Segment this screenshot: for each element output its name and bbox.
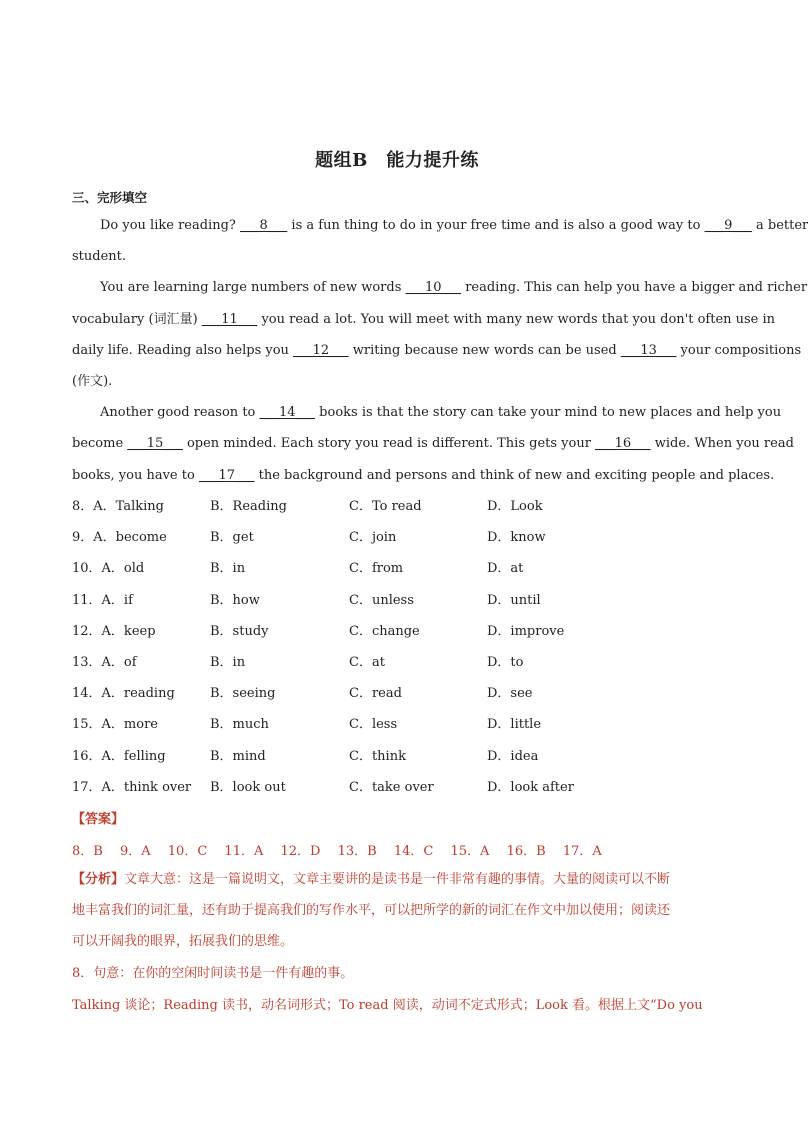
page-title: 题组B 能力提升练 (315, 150, 479, 171)
analysis-line: 地丰富我们的词汇量，还有助于提高我们的写作水平，可以把所学的新的词汇在作文中加以使用；阅读还 (72, 903, 671, 919)
answer-item: 10．C (167, 844, 208, 859)
blank-16: ___16___ (595, 436, 651, 452)
question-row: 14．A．reading B．seeing C．read D．see (72, 686, 533, 702)
answer-heading: 【答案】 (72, 812, 125, 827)
answer-item: 11．A (224, 844, 264, 859)
blank-15: ___15___ (127, 436, 183, 452)
answer-item: 13．B (337, 844, 377, 859)
blank-13: ___13___ (620, 342, 677, 358)
blank-10: ___10___ (405, 280, 462, 296)
answer-item: 17．A (562, 844, 602, 859)
blank-8: ___8___ (240, 218, 288, 233)
answer-item: 12．D (280, 844, 321, 859)
question-options (72, 495, 722, 807)
cloze-passage (72, 214, 808, 495)
passage-line: books, you have to ___17___ the background and persons and think of new and exciting people and places. (72, 467, 775, 483)
analysis-line: 可以开阔我的眼界，拓展我们的思维。 (72, 934, 294, 950)
blank-17: ___17___ (198, 467, 255, 483)
question-row: 13．A．of B．in C．at D．to (72, 654, 524, 670)
answer-item: 14．C (393, 844, 434, 859)
passage-line: (作文). (72, 373, 113, 389)
passage-line: Another good reason to ___14___ books is that the story can take your mind to new places and help you (100, 405, 782, 421)
question-row: 9．A．become B．get C．join D．know (72, 530, 546, 546)
passage-line: daily life. Reading also helps you ___12___ writing because new words can be used ___13___ your compositions (72, 342, 802, 358)
question-row: 12．A．keep B．study C．change D．improve (72, 623, 565, 639)
analysis-line: 【分析】文章大意：这是一篇说明文，文章主要讲的是读书是一件非常有趣的事情。大量的阅读可以不断 (72, 872, 671, 887)
blank-9: ___9___ (704, 218, 752, 233)
question-8-meaning: 8．句意：在你的空闲时间读书是一件有趣的事。 (72, 966, 354, 981)
question-row: 16．A．felling B．mind C．think D．idea (72, 748, 539, 764)
passage-line: vocabulary (词汇量) ___11___ you read a lot. You will meet with many new words that you don't often use in (72, 311, 776, 327)
question-row: 8．A．Talking B．Reading C．To read D．Look (72, 499, 543, 514)
passage-line: You are learning large numbers of new words ___10___ reading. This can help you have a bigger and richer (100, 280, 808, 296)
blank-14: ___14___ (259, 405, 316, 421)
question-row: 17．A．think over B．look out C．take over D．look after (72, 779, 574, 795)
analysis-label: 【分析】 (72, 872, 125, 887)
answer-item: 15．A (450, 844, 490, 859)
question-8-explanation: Talking 谈论；Reading 读书，动名词形式；To read 阅读，动词不定式形式；Look 看。根据上文“Do you (72, 998, 703, 1013)
passage-line: student. (72, 249, 127, 265)
analysis-block (72, 868, 722, 962)
answer-item: 9．A (119, 844, 151, 859)
passage-line: become ___15___ open minded. Each story you read is different. This gets your ___16___ wide. When you read (72, 436, 794, 452)
blank-11: ___11___ (201, 311, 258, 327)
blank-12: ___12___ (293, 342, 349, 358)
answer-item: 8．B (72, 844, 103, 859)
answer-key (72, 840, 615, 859)
passage-line: Do you like reading? ___8___ is a fun thing to do in your free time and is also a good way to ___9___ a better (100, 218, 808, 233)
answer-item: 16．B (506, 844, 546, 859)
question-row: 15．A．more B．much C．less D．little (72, 717, 542, 733)
section-heading: 三、完形填空 (72, 190, 148, 205)
question-row: 11．A．if B．how C．unless D．until (72, 592, 541, 608)
question-row: 10．A．old B．in C．from D．at (72, 561, 524, 577)
